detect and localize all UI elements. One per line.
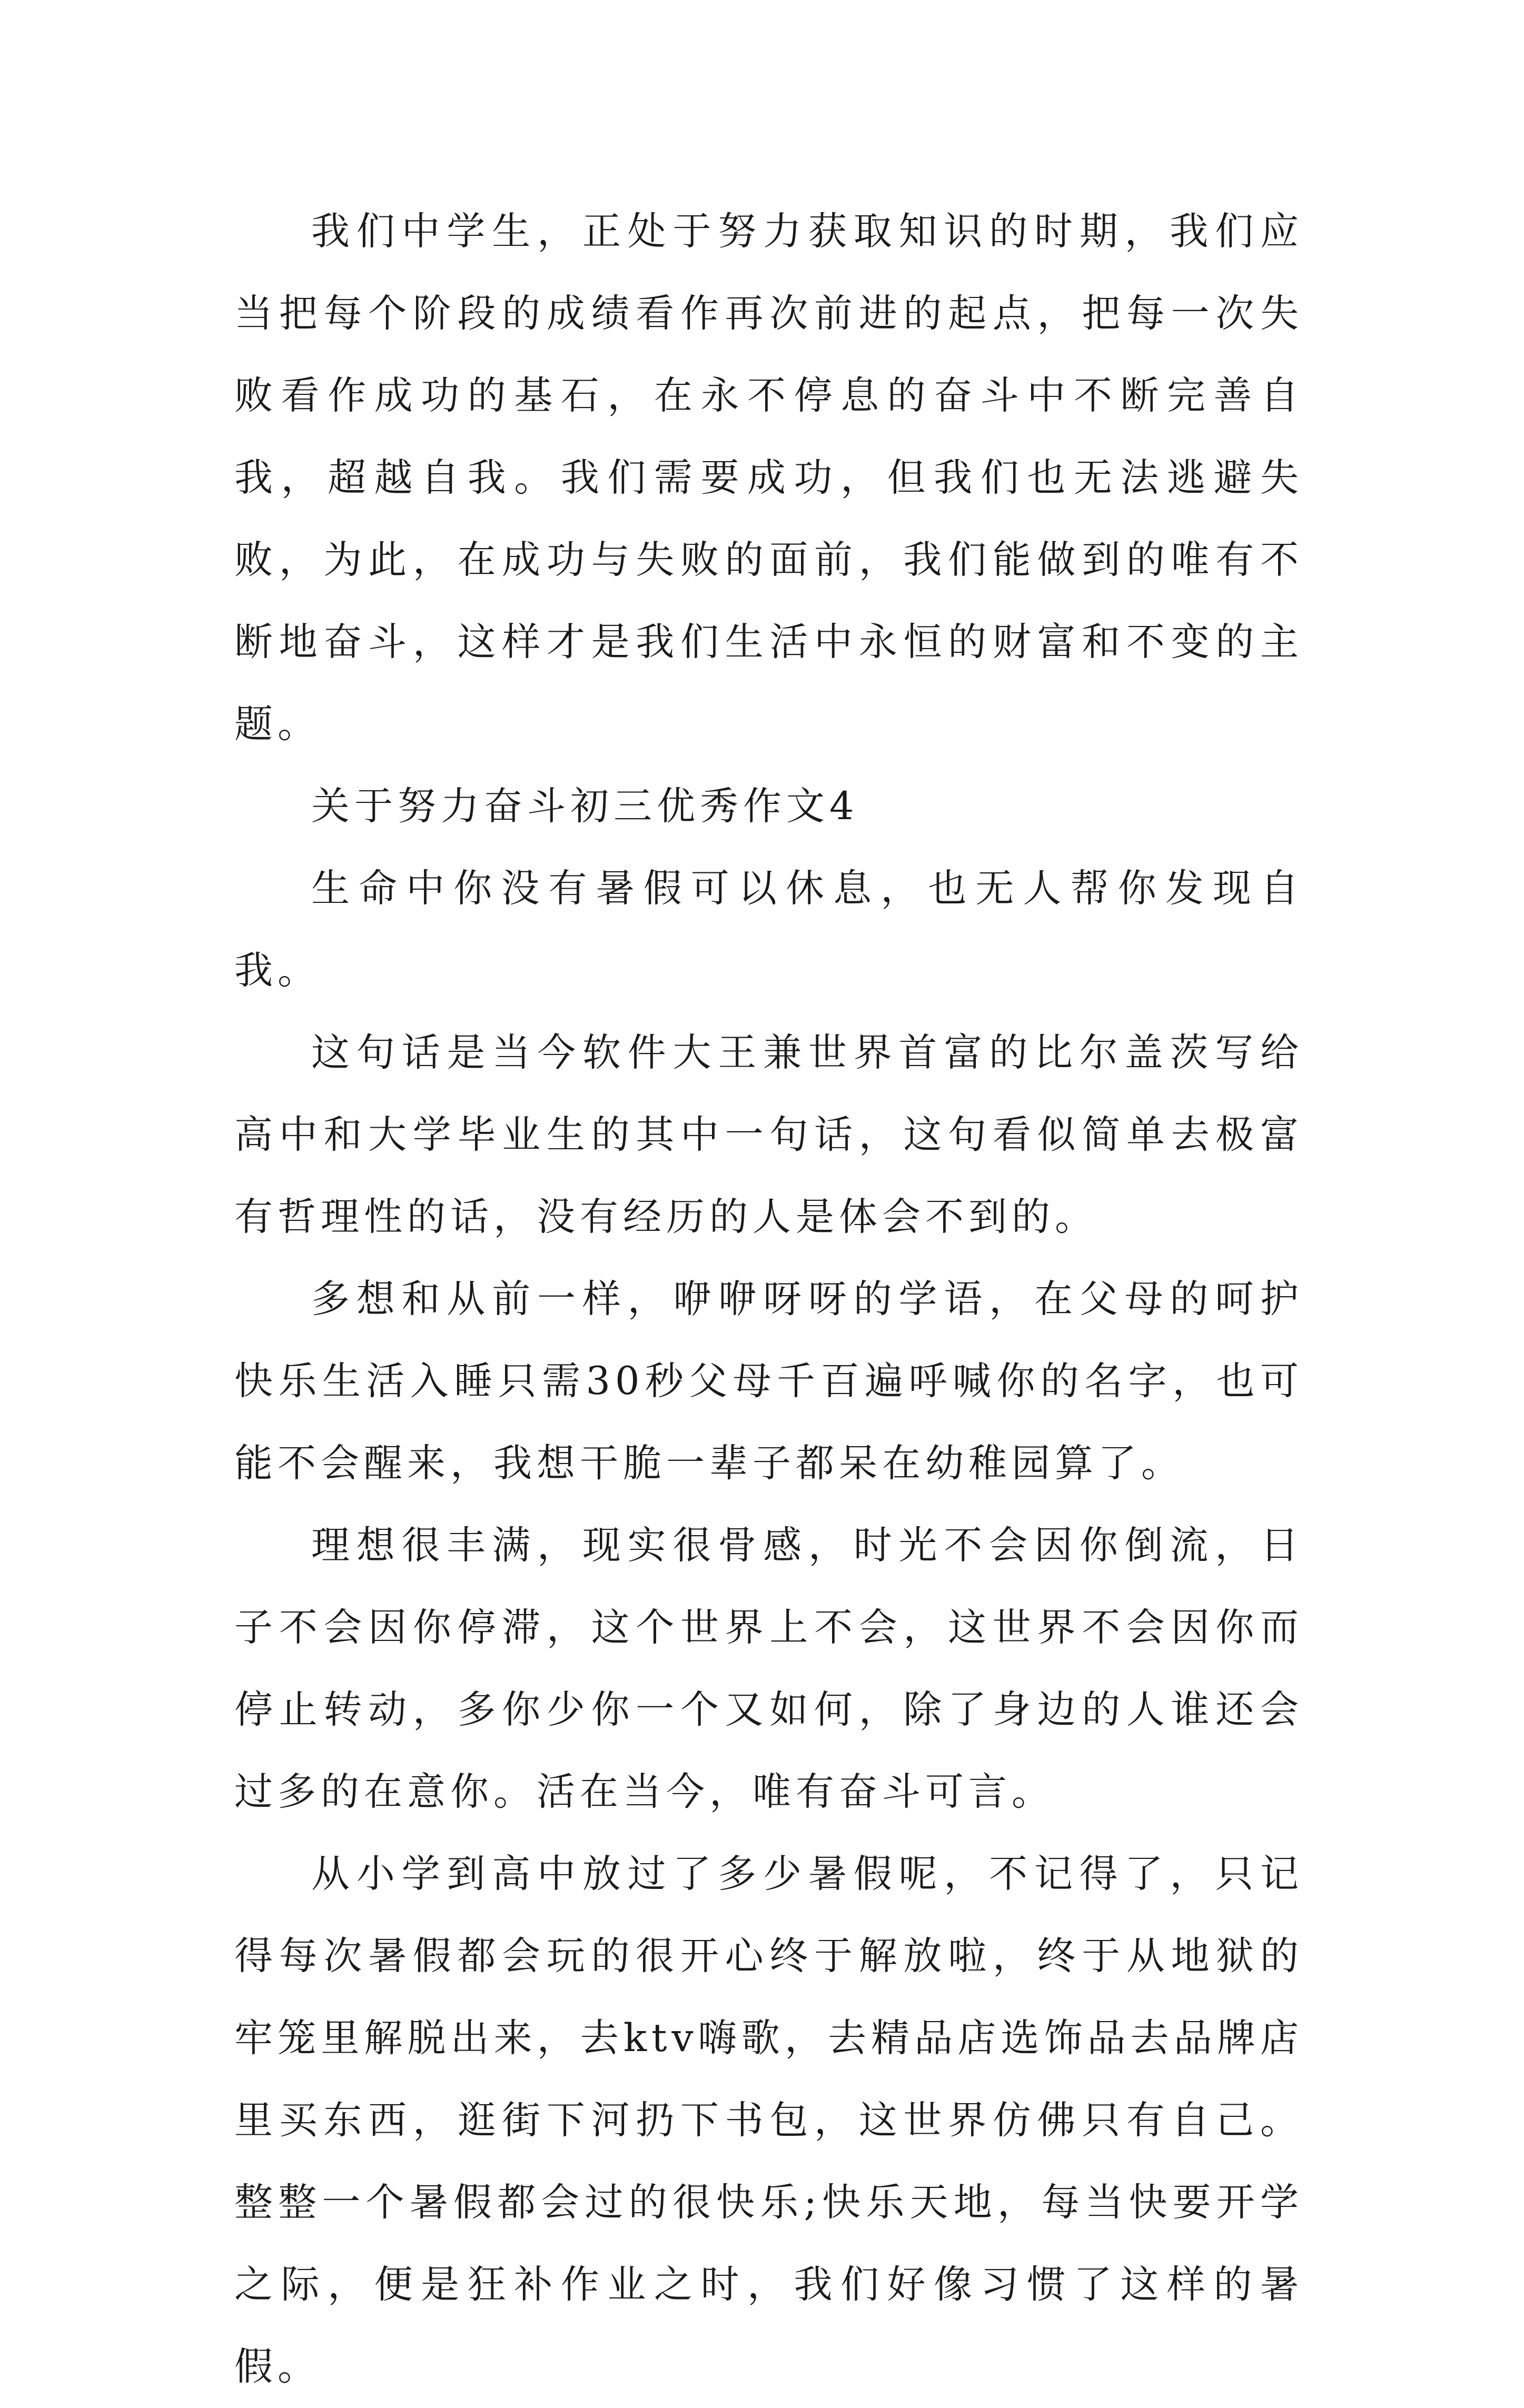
paragraph-success-and-failure: 我们中学生，正处于努力获取知识的时期，我们应当把每个阶段的成绩看作再次前进的起点，把每一次失败看作成功的基石，在永不停息的奋斗中不断完善自我，超越自我。我们需要成功，但我们也无法逃避失败，为此，在成功与失败的面前，我们能做到的唯有不断地奋斗，这样才是我们生活中永恒的财富和不变的主题。 [234, 209, 1303, 747]
paragraph-quote: 生命中你没有暑假可以休息，也无人帮你发现自我。 [234, 866, 1303, 993]
document-body [234, 191, 1303, 2408]
essay-heading: 关于努力奋斗初三优秀作文4 [311, 784, 859, 829]
paragraph-childhood: 多想和从前一样，咿咿呀呀的学语，在父母的呵护快乐生活入睡只需30秒父母千百遍呼喊你的名字，也可能不会醒来，我想干脆一辈子都呆在幼稚园算了。 [234, 1277, 1303, 1486]
paragraph-reality: 理想很丰满，现实很骨感，时光不会因你倒流，日子不会因你停滞，这个世界上不会，这世界不会因你而停止转动，多你少你一个又如何，除了身边的人谁还会过多的在意你。活在当今，唯有奋斗可言。 [234, 1523, 1303, 1814]
paragraph-summer-vacation: 从小学到高中放过了多少暑假呢，不记得了，只记得每次暑假都会玩的很开心终于解放啦，终于从地狱的牢笼里解脱出来，去ktv嗨歌，去精品店选饰品去品牌店里买东西，逛街下河扔下书包，这世界仿佛只有自己。整整一个暑假都会过的很快乐;快乐天地，每当快要开学之际，便是狂补作业之时，我们好像习惯了这样的暑假。 [234, 1852, 1303, 2389]
paragraph-quote-source: 这句话是当今软件大王兼世界首富的比尔盖茨写给高中和大学毕业生的其中一句话，这句看似简单去极富有哲理性的话，没有经历的人是体会不到的。 [234, 1030, 1303, 1239]
